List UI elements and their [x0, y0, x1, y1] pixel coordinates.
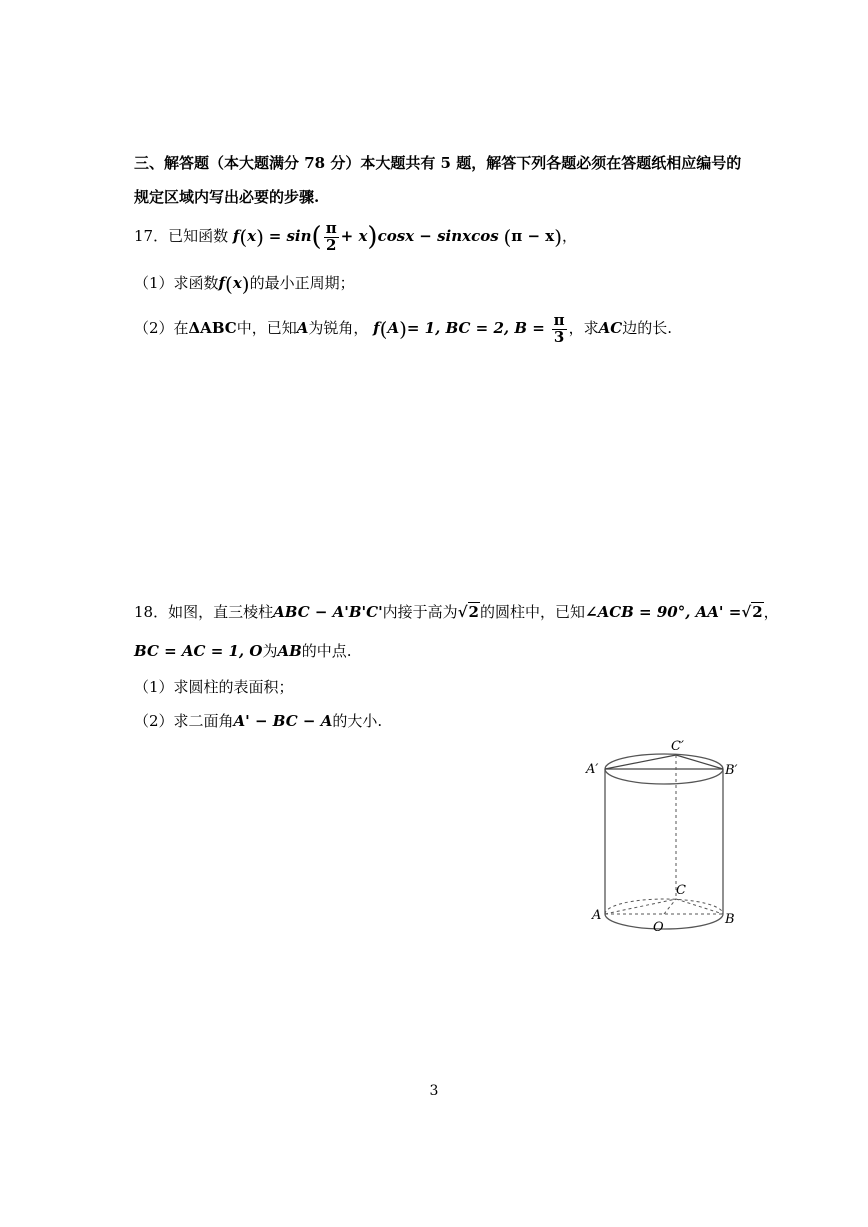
q18-mid2: 的圆柱中，已知 [479, 603, 585, 621]
q17-last: π − x [511, 227, 555, 245]
label-C: C [676, 883, 686, 898]
q17-part2-AC: AC [598, 319, 623, 337]
q18-part2-expr: A' − BC − A [233, 712, 333, 730]
q18-line2-expr: BC = AC = 1, O [134, 642, 263, 660]
q17-part2-mid3: ，求 [568, 319, 599, 337]
q17-f: f [232, 227, 240, 245]
label-A: A [592, 908, 602, 923]
q17-part2-mid1: 中，已知 [236, 319, 297, 337]
q18-line2-mid: 为 [262, 642, 278, 660]
q17-part1-pre: （1）求函数 [134, 274, 219, 292]
label-B: B [725, 912, 735, 927]
q18-line2-end: 的中点. [301, 642, 352, 660]
q18-sqrt1-val: 2 [468, 603, 479, 621]
cylinder-prism-figure [580, 736, 750, 942]
label-A-prime: A′ [586, 762, 599, 777]
q18-sqrt2-val: 2 [752, 603, 763, 621]
q18-line2-AB: AB [277, 642, 302, 660]
q18-number: 18．如图，直三棱柱 [134, 603, 274, 621]
q17-statement: 17．已知函数 f(x) = sin( $\frac{\pi}{2}$ + x)cosx − sinxcos (π − x)， [134, 218, 578, 254]
q18-sqrt1: √2 [457, 603, 479, 621]
q18-prism: ABC − A'B'C' [273, 603, 383, 621]
q17-number: 17．已知函数 [134, 227, 229, 245]
q17-part2-pre: （2）在 [134, 319, 189, 337]
edge-a1-c1 [605, 755, 676, 769]
q17-part2-f: f [373, 319, 380, 337]
q17-part2-vals: = 1, BC = 2, B = [406, 319, 545, 337]
q18-mid1: 内接于高为 [382, 603, 458, 621]
q17-fraction [324, 218, 339, 254]
q17-rest: cosx − sinxcos [377, 227, 499, 245]
q17-part2-A: A [296, 319, 309, 337]
q17-part2: （2）在ΔABC中，已知A为锐角， f(A)= 1, BC = 2, B = $\frac{\pi}{3}$ ，求AC边的长. [134, 310, 672, 346]
q18-end1: ， [763, 603, 779, 621]
q18-sqrt2: √2 [741, 603, 763, 621]
q17-var: x [247, 227, 257, 245]
q17-part2-fA: A [387, 319, 400, 337]
q17-part2-frac-num: π [553, 310, 565, 329]
q17-frac-den: 2 [325, 235, 337, 254]
q18-statement [134, 598, 779, 626]
q17-part2-mid2: 为锐角， [308, 319, 369, 337]
q18-line2 [134, 638, 352, 664]
q18-part2 [134, 710, 382, 731]
label-C-prime: C′ [671, 739, 684, 754]
q17-end: ， [562, 227, 578, 245]
q17-frac-num: π [325, 218, 337, 237]
label-B-prime: B′ [725, 763, 738, 778]
q18-part2-end: 的大小. [332, 712, 383, 730]
section-header-line2: 规定区域内写出必要的步骤. [134, 188, 320, 206]
q17-part2-frac-den: 3 [553, 327, 565, 346]
q17-part2-end: 边的长. [622, 319, 672, 337]
q17-part2-triangle: ΔABC [188, 319, 237, 337]
q18-part2-pre: （2）求二面角 [134, 712, 234, 730]
label-O: O [653, 920, 664, 935]
bottom-ellipse-front [605, 914, 723, 929]
q17-part1-var: x [232, 274, 242, 292]
section-header-line1: 三、解答题（本大题满分 78 分）本大题共有 5 题，解答下列各题必须在答题纸相应编号的 [134, 154, 742, 172]
page-number: 3 [429, 1083, 439, 1099]
q17-part1-post: 的最小正周期； [249, 274, 355, 292]
q17-part1: （1）求函数f(x)的最小正周期； [134, 272, 355, 296]
q18-part1: （1）求圆柱的表面积； [134, 678, 294, 696]
q18-angle: ∠ACB = 90°, AA' = [585, 603, 742, 621]
q17-part1-f: f [218, 274, 225, 292]
q17-eq: = sin [268, 227, 312, 245]
q17-inner: + x [340, 227, 368, 245]
q17-part2-fraction [552, 310, 567, 346]
